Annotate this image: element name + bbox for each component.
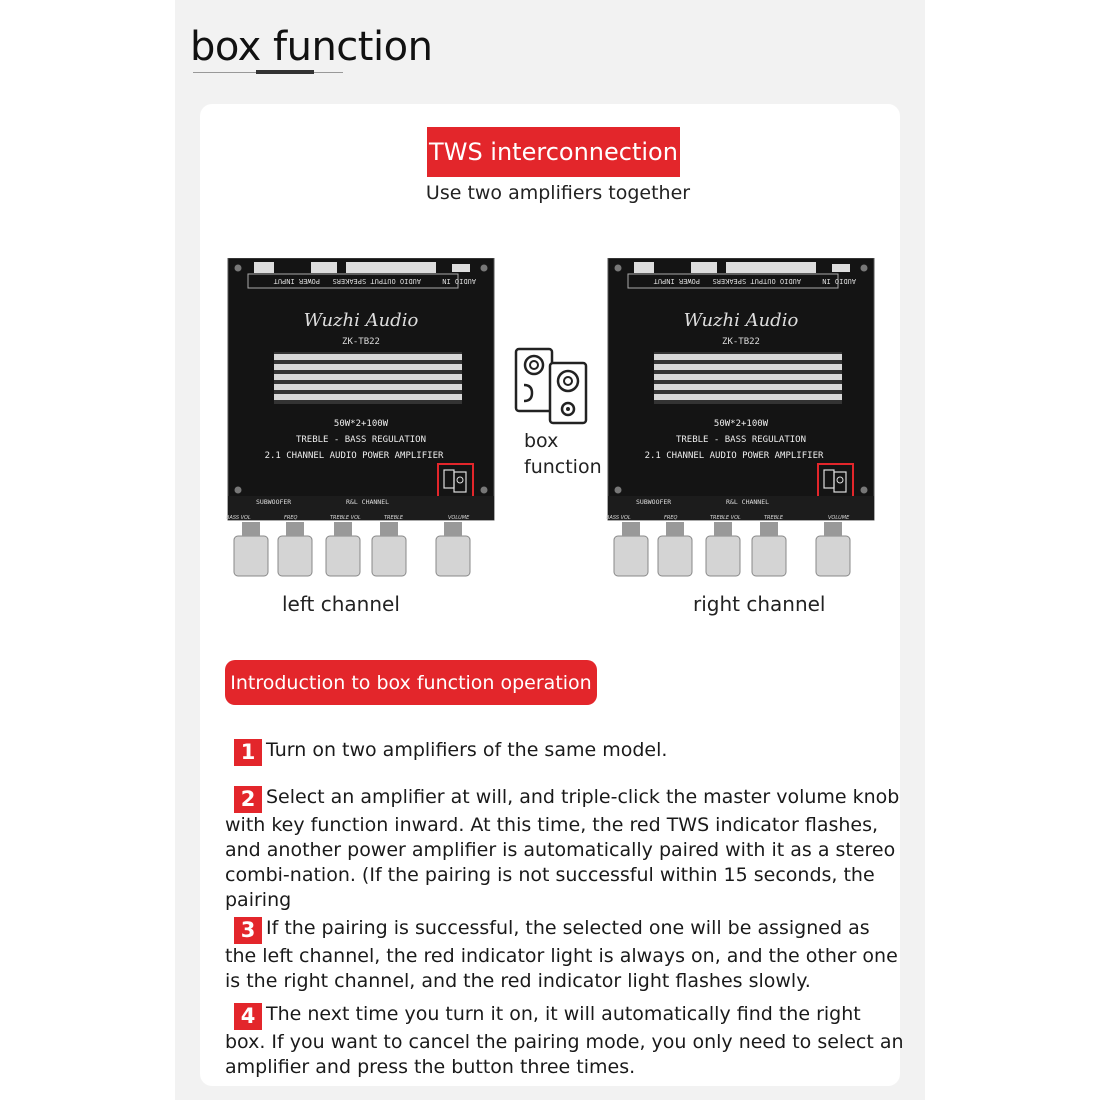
power-input-label: POWER INPUT xyxy=(653,277,700,285)
step-text: Select an amplifier at will, and triple-click the master volume knob with key function inward. At this time, the red TWS indicator flashes, and another power amplifier is automatically paired with it as a stereo combi-nation. (If the pairing is not successful within 15 seconds, the pairing xyxy=(225,786,900,911)
knob-label-treble-vol: TREBLE VOL xyxy=(330,515,361,521)
box-function-label xyxy=(524,428,602,480)
knob-label-bass: BASS VOL xyxy=(606,515,631,521)
model-label: ZK-TB22 xyxy=(722,337,760,347)
tws-badge: TWS interconnection xyxy=(427,127,680,177)
knob-label-volume: VOLUME xyxy=(828,515,850,521)
subwoofer-label: SUBWOOFER xyxy=(256,498,292,506)
subwoofer-label: SUBWOOFER xyxy=(636,498,672,506)
power-rating-label: 50W*2+100W xyxy=(713,419,769,429)
step-item xyxy=(225,916,905,994)
intro-badge: Introduction to box function operation xyxy=(225,660,597,705)
regulation-label: TREBLE - BASS REGULATION xyxy=(295,435,427,445)
step-item xyxy=(225,738,905,766)
knob-label-volume: VOLUME xyxy=(448,515,470,521)
power-input-label: POWER INPUT xyxy=(273,277,320,285)
box-function-label-line1: box xyxy=(524,430,559,452)
audio-in-label: AUDIO IN xyxy=(822,277,856,285)
step-text: Turn on two amplifiers of the same model. xyxy=(266,739,668,761)
speaker-pair-icon xyxy=(512,345,590,425)
amplifier-right-image xyxy=(606,258,876,580)
knob-label-freq: FREQ xyxy=(664,515,678,521)
rl-channel-label: R&L CHANNEL xyxy=(346,498,390,506)
right-channel-caption: right channel xyxy=(693,592,826,616)
step-number: 1 xyxy=(234,739,262,766)
audio-output-label: AUDIO OUTPUT SPEAKERS xyxy=(712,277,801,285)
step-text: If the pairing is successful, the selected one will be assigned as the left channel, the red indicator light is always on, and the other one is the right channel, and the red indicator light flashes slowly. xyxy=(225,917,898,992)
amplifier-left-image xyxy=(226,258,496,580)
knob-label-bass: BASS VOL xyxy=(226,515,251,521)
step-text: The next time you turn it on, it will automatically find the right box. If you want to cancel the pairing mode, you only need to select an amplifier and press the button three times. xyxy=(225,1003,904,1078)
knob-label-freq: FREQ xyxy=(284,515,298,521)
channel-label: 2.1 CHANNEL AUDIO POWER AMPLIFIER xyxy=(644,451,824,461)
left-channel-caption: left channel xyxy=(282,592,400,616)
brand-label: Wuzhi Audio xyxy=(683,310,799,331)
knob-label-treble-vol: TREBLE VOL xyxy=(710,515,741,521)
box-function-label-line2: function xyxy=(524,456,602,478)
step-number: 2 xyxy=(234,786,262,813)
knob-label-treble: TREBLE xyxy=(764,515,784,521)
rl-channel-label: R&L CHANNEL xyxy=(726,498,770,506)
audio-output-label: AUDIO OUTPUT SPEAKERS xyxy=(332,277,421,285)
channel-label: 2.1 CHANNEL AUDIO POWER AMPLIFIER xyxy=(264,451,444,461)
knob-label-treble: TREBLE xyxy=(384,515,404,521)
step-item xyxy=(225,785,905,913)
step-item xyxy=(225,1002,905,1080)
step-number: 3 xyxy=(234,917,262,944)
regulation-label: TREBLE - BASS REGULATION xyxy=(675,435,807,445)
step-number: 4 xyxy=(234,1003,262,1030)
brand-label: Wuzhi Audio xyxy=(303,310,419,331)
model-label: ZK-TB22 xyxy=(342,337,380,347)
page-title: box function xyxy=(190,24,433,70)
audio-in-label: AUDIO IN xyxy=(442,277,476,285)
title-underline-accent xyxy=(256,70,314,74)
tws-subtitle: Use two amplifiers together xyxy=(425,182,691,204)
power-rating-label: 50W*2+100W xyxy=(333,419,389,429)
